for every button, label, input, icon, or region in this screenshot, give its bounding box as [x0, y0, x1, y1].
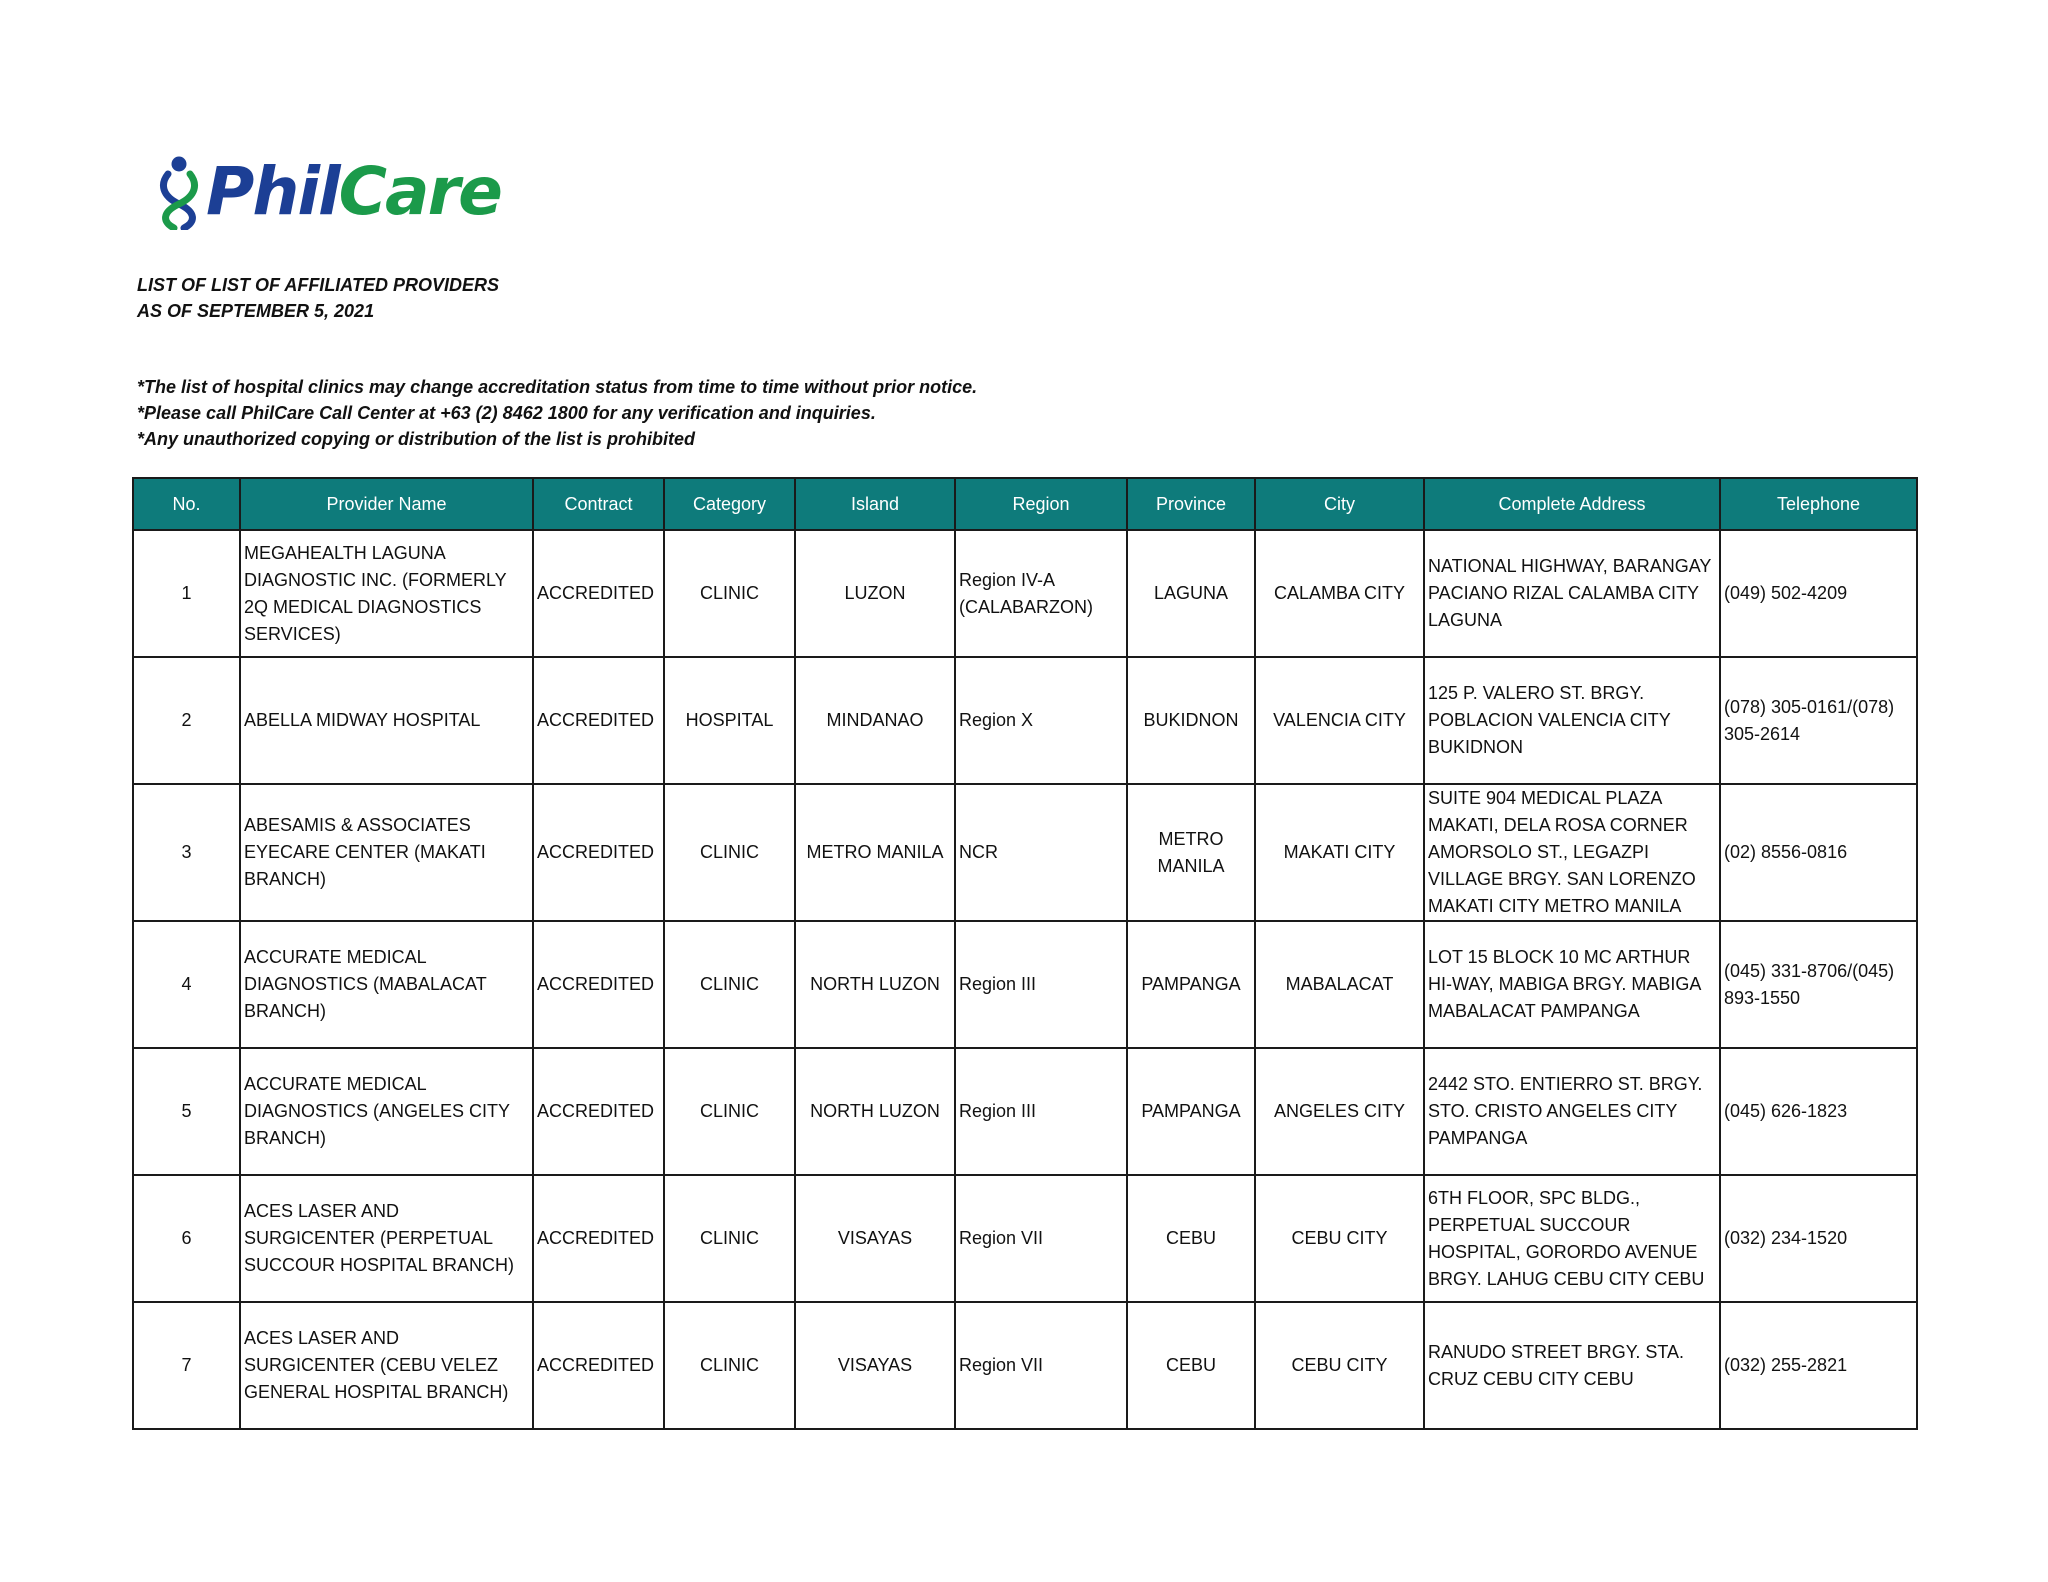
cell-island: METRO MANILA [795, 784, 955, 921]
note-accreditation: *The list of hospital clinics may change accreditation status from time to time without prior notice. [137, 377, 978, 397]
disclaimer-notes [137, 374, 977, 452]
cell-city: ANGELES CITY [1255, 1048, 1424, 1175]
col-header-no: No. [133, 478, 240, 530]
col-header-telephone: Telephone [1720, 478, 1917, 530]
logo-care: Care [338, 153, 501, 230]
cell-city: MABALACAT [1255, 921, 1424, 1048]
cell-no: 6 [133, 1175, 240, 1302]
cell-province: CEBU [1127, 1175, 1255, 1302]
table-header-row [133, 478, 1917, 530]
cell-region: Region VII [955, 1302, 1127, 1429]
cell-island: NORTH LUZON [795, 1048, 955, 1175]
col-header-category: Category [664, 478, 795, 530]
col-header-contract: Contract [533, 478, 664, 530]
cell-category: CLINIC [664, 784, 795, 921]
table-row [133, 657, 1917, 784]
cell-no: 5 [133, 1048, 240, 1175]
cell-contract: ACCREDITED [533, 1302, 664, 1429]
cell-category: CLINIC [664, 921, 795, 1048]
col-header-province: Province [1127, 478, 1255, 530]
providers-table [132, 477, 1918, 1430]
logo-wordmark [206, 153, 501, 230]
philcare-logo [158, 152, 501, 232]
cell-telephone: (049) 502-4209 [1720, 530, 1917, 657]
cell-island: MINDANAO [795, 657, 955, 784]
document-heading [137, 272, 499, 324]
cell-province: CEBU [1127, 1302, 1255, 1429]
table-row [133, 1175, 1917, 1302]
cell-provider: ACES LASER AND SURGICENTER (PERPETUAL SUCCOUR HOSPITAL BRANCH) [240, 1175, 533, 1302]
cell-region: Region IV-A (CALABARZON) [955, 530, 1127, 657]
cell-province: BUKIDNON [1127, 657, 1255, 784]
cell-region: Region VII [955, 1175, 1127, 1302]
cell-telephone: (078) 305-0161/(078) 305-2614 [1720, 657, 1917, 784]
note-call-center: *Please call PhilCare Call Center at +63 (2) 8462 1800 for any verification and inquiries. [137, 403, 876, 423]
cell-telephone: (032) 255-2821 [1720, 1302, 1917, 1429]
cell-address: SUITE 904 MEDICAL PLAZA MAKATI, DELA ROSA CORNER AMORSOLO ST., LEGAZPI VILLAGE BRGY. SAN LORENZO MAKATI CITY METRO MANILA [1424, 784, 1720, 921]
cell-contract: ACCREDITED [533, 530, 664, 657]
cell-provider: ACCURATE MEDICAL DIAGNOSTICS (MABALACAT BRANCH) [240, 921, 533, 1048]
cell-region: NCR [955, 784, 1127, 921]
col-header-island: Island [795, 478, 955, 530]
cell-city: CEBU CITY [1255, 1175, 1424, 1302]
cell-address: LOT 15 BLOCK 10 MC ARTHUR HI-WAY, MABIGA BRGY. MABIGA MABALACAT PAMPANGA [1424, 921, 1720, 1048]
cell-telephone: (032) 234-1520 [1720, 1175, 1917, 1302]
cell-provider: ABESAMIS & ASSOCIATES EYECARE CENTER (MAKATI BRANCH) [240, 784, 533, 921]
cell-provider: ABELLA MIDWAY HOSPITAL [240, 657, 533, 784]
table-row [133, 784, 1917, 921]
cell-address: 125 P. VALERO ST. BRGY. POBLACION VALENCIA CITY BUKIDNON [1424, 657, 1720, 784]
cell-provider: ACCURATE MEDICAL DIAGNOSTICS (ANGELES CITY BRANCH) [240, 1048, 533, 1175]
heading-date: AS OF SEPTEMBER 5, 2021 [137, 301, 375, 321]
cell-contract: ACCREDITED [533, 1175, 664, 1302]
cell-category: CLINIC [664, 1175, 795, 1302]
cell-city: CALAMBA CITY [1255, 530, 1424, 657]
col-header-city: City [1255, 478, 1424, 530]
cell-contract: ACCREDITED [533, 657, 664, 784]
cell-provider: ACES LASER AND SURGICENTER (CEBU VELEZ GENERAL HOSPITAL BRANCH) [240, 1302, 533, 1429]
cell-address: 2442 STO. ENTIERRO ST. BRGY. STO. CRISTO ANGELES CITY PAMPANGA [1424, 1048, 1720, 1175]
cell-category: CLINIC [664, 530, 795, 657]
heading-title: LIST OF LIST OF AFFILIATED PROVIDERS [137, 275, 499, 295]
cell-category: HOSPITAL [664, 657, 795, 784]
cell-region: Region X [955, 657, 1127, 784]
cell-telephone: (045) 331-8706/(045) 893-1550 [1720, 921, 1917, 1048]
cell-no: 7 [133, 1302, 240, 1429]
cell-city: MAKATI CITY [1255, 784, 1424, 921]
cell-island: NORTH LUZON [795, 921, 955, 1048]
cell-address: RANUDO STREET BRGY. STA. CRUZ CEBU CITY CEBU [1424, 1302, 1720, 1429]
cell-region: Region III [955, 921, 1127, 1048]
cell-region: Region III [955, 1048, 1127, 1175]
cell-provider: MEGAHEALTH LAGUNA DIAGNOSTIC INC. (FORMERLY 2Q MEDICAL DIAGNOSTICS SERVICES) [240, 530, 533, 657]
cell-no: 1 [133, 530, 240, 657]
logo-phil: Phil [206, 153, 339, 230]
ribbon-person-icon [158, 154, 200, 230]
cell-province: PAMPANGA [1127, 1048, 1255, 1175]
cell-island: LUZON [795, 530, 955, 657]
table-row [133, 921, 1917, 1048]
cell-address: NATIONAL HIGHWAY, BARANGAY PACIANO RIZAL CALAMBA CITY LAGUNA [1424, 530, 1720, 657]
cell-no: 4 [133, 921, 240, 1048]
cell-city: VALENCIA CITY [1255, 657, 1424, 784]
cell-telephone: (045) 626-1823 [1720, 1048, 1917, 1175]
table-row [133, 1048, 1917, 1175]
col-header-address: Complete Address [1424, 478, 1720, 530]
cell-contract: ACCREDITED [533, 921, 664, 1048]
table-row [133, 530, 1917, 657]
col-header-provider: Provider Name [240, 478, 533, 530]
cell-telephone: (02) 8556-0816 [1720, 784, 1917, 921]
cell-island: VISAYAS [795, 1175, 955, 1302]
cell-contract: ACCREDITED [533, 1048, 664, 1175]
note-copying: *Any unauthorized copying or distribution of the list is prohibited [137, 429, 695, 449]
cell-contract: ACCREDITED [533, 784, 664, 921]
cell-island: VISAYAS [795, 1302, 955, 1429]
cell-address: 6TH FLOOR, SPC BLDG., PERPETUAL SUCCOUR HOSPITAL, GORORDO AVENUE BRGY. LAHUG CEBU CITY CEBU [1424, 1175, 1720, 1302]
cell-province: PAMPANGA [1127, 921, 1255, 1048]
cell-province: METRO MANILA [1127, 784, 1255, 921]
cell-category: CLINIC [664, 1302, 795, 1429]
cell-category: CLINIC [664, 1048, 795, 1175]
table-row [133, 1302, 1917, 1429]
cell-city: CEBU CITY [1255, 1302, 1424, 1429]
cell-province: LAGUNA [1127, 530, 1255, 657]
cell-no: 3 [133, 784, 240, 921]
cell-no: 2 [133, 657, 240, 784]
col-header-region: Region [955, 478, 1127, 530]
